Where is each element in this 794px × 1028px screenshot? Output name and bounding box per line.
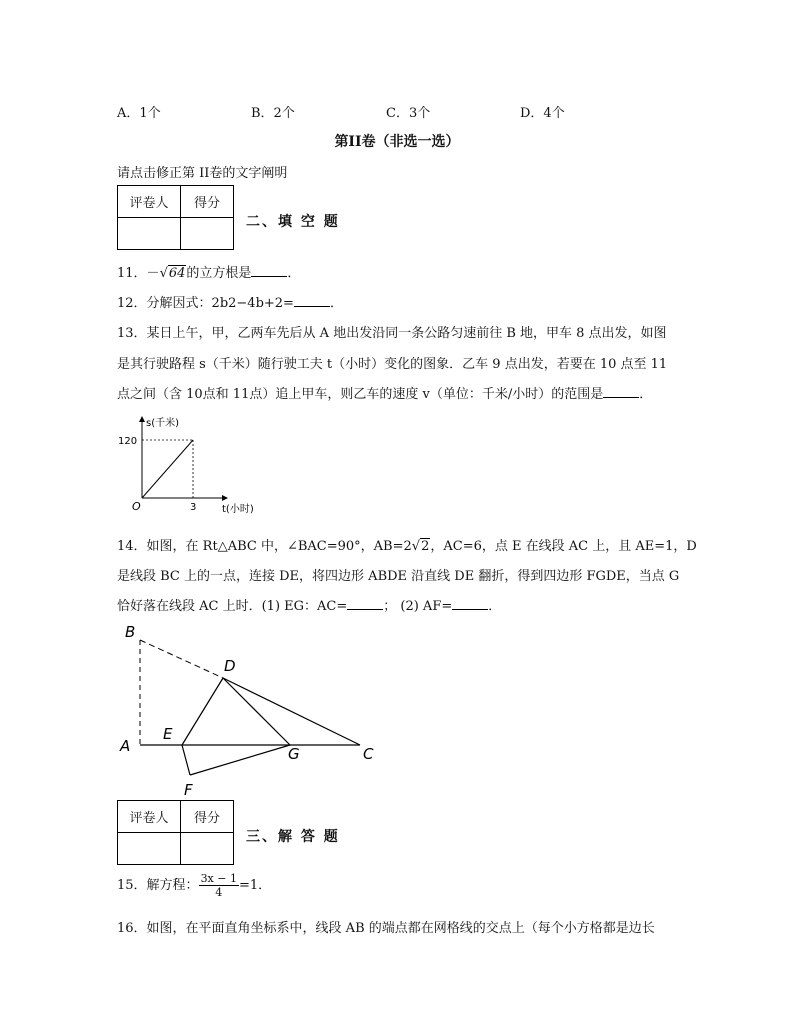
q14-sqrt-value: 2 [421, 539, 430, 554]
q11-end: ． [287, 266, 301, 281]
label-d: D [224, 657, 236, 675]
q14-text-3a: 恰好落在线段 AC 上时．(1) EG：AC= [117, 599, 348, 614]
figure-14 [110, 615, 400, 805]
choice-d: D．4个 [520, 106, 565, 121]
question-13-line1 [117, 322, 667, 341]
q14-end: ． [488, 599, 502, 614]
q11-minus: － [146, 266, 160, 281]
x-axis-arrow [222, 495, 228, 501]
q12-end: ． [329, 296, 343, 311]
q11-text: 的立方根是 [186, 266, 252, 281]
part2-note: 请点击修正第 II卷的文字阐明 [117, 166, 288, 181]
grader-table-1 [117, 185, 234, 250]
q12-answer-blank[interactable] [294, 294, 330, 307]
q13-text-1: 某日上午，甲，乙两车先后从 A 地出发沿同一条公路匀速前往 B 地，甲车 8 点出发，如图 [146, 326, 667, 341]
q14-text-3b: ； (2) AF= [383, 599, 453, 614]
graph-13 [112, 412, 272, 522]
segment-ef [182, 745, 190, 775]
q14-answer-blank-1[interactable] [347, 597, 383, 610]
score-header: 得分 [181, 801, 234, 833]
label-e: E [163, 725, 173, 743]
score-cell [181, 833, 234, 865]
q11-answer-blank[interactable] [251, 264, 287, 277]
q11-radicand: 64 [168, 266, 186, 281]
y-tick-label: 120 [118, 436, 138, 447]
q12-text: 分解因式：2b2−4b+2= [146, 296, 294, 311]
segment-dg [223, 678, 290, 745]
label-g: G [288, 745, 300, 763]
q14-text-1b: ，AC=6，点 E 在线段 AC 上，且 AE=1，D [430, 539, 697, 554]
sqrt-sign: √ [411, 539, 421, 554]
q16-number: 16． [117, 921, 147, 936]
grader-cell [118, 833, 181, 865]
q11-number: 11． [117, 266, 147, 281]
q13-number: 13． [117, 326, 147, 341]
choice-b: B．2个 [251, 106, 295, 121]
score-header: 得分 [181, 186, 234, 218]
question-13-line3 [117, 383, 652, 402]
segment-de [182, 678, 223, 745]
label-a: A [120, 737, 131, 755]
segment-dc [223, 678, 360, 745]
choice-a: A．1个 [117, 106, 161, 121]
grader-header: 评卷人 [118, 801, 181, 833]
q13-text-3: 点之间（含 10点和 11点）追上甲车，则乙车的速度 v（单位：千米/小时）的范围是 [117, 387, 604, 402]
grader-header: 评卷人 [118, 186, 181, 218]
q12-number: 12． [117, 296, 147, 311]
q15-numerator: 3x − 1 [200, 872, 237, 885]
x-axis-label: t(小时) [222, 504, 254, 515]
q15-number: 15． [117, 878, 147, 893]
section-fill-blank-title: 二、填 空 题 [246, 214, 340, 230]
segment-bd [140, 640, 223, 678]
q14-number: 14． [117, 539, 147, 554]
question-14-line2: 是线段 BC 上的一点，连接 DE，将四边形 ABDE 沿直线 DE 翻折，得到四边形 FGDE，当点 G [117, 569, 680, 584]
q15-fraction [199, 872, 239, 899]
label-f: F [184, 781, 193, 799]
score-cell [181, 218, 234, 250]
question-13-line2: 是其行驶路程 s（千米）随行驶工夫 t（小时）变化的图象．乙车 9 点出发，若要在 10 点至 11 [117, 357, 668, 372]
question-14-line3 [117, 595, 501, 614]
q15-denominator: 4 [215, 886, 223, 899]
question-15 [117, 872, 271, 899]
grader-cell [118, 218, 181, 250]
question-16 [117, 917, 655, 936]
q16-text: 如图，在平面直角坐标系中，线段 AB 的端点都在网格线的交点上（每个小方格都是边长 [146, 921, 655, 936]
question-14-line1 [117, 535, 697, 554]
segment-fg [190, 745, 290, 775]
y-axis-arrow [139, 416, 145, 422]
grader-table-2 [117, 800, 234, 865]
distance-line [142, 440, 193, 498]
origin-label: O [132, 500, 141, 513]
q15-text: 解方程： [146, 878, 199, 893]
q13-answer-blank[interactable] [603, 385, 639, 398]
q14-answer-blank-2[interactable] [452, 597, 488, 610]
question-12 [117, 292, 343, 311]
q13-end: ． [639, 387, 653, 402]
section-answer-title: 三、解 答 题 [246, 829, 340, 845]
label-c: C [363, 745, 374, 763]
x-tick-label: 3 [190, 502, 197, 513]
choice-c: C．3个 [386, 106, 431, 121]
q15-equals: =1． [238, 878, 272, 893]
sqrt-sign: √ [159, 266, 168, 281]
question-11 [117, 262, 300, 281]
part2-title: 第II卷（非选一选） [334, 134, 460, 150]
q14-text-1: 如图，在 Rt△ABC 中，∠BAC=90°，AB=2 [146, 539, 412, 554]
y-axis-label: s(千米) [146, 418, 180, 429]
label-b: B [125, 623, 136, 641]
